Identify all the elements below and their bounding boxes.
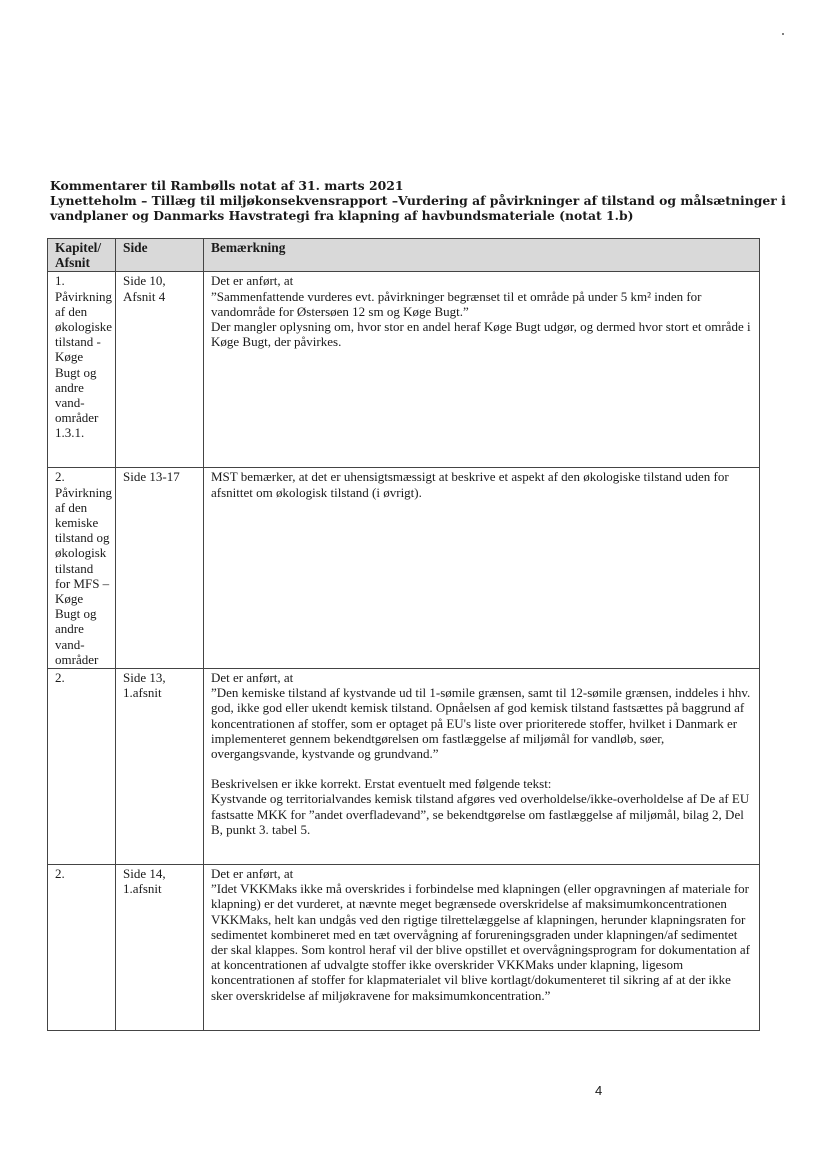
page-number: 4	[595, 1083, 603, 1098]
row-side: Side 13-17	[116, 468, 204, 669]
remark-quote: ”Sammenfattende vurderes evt. påvirkninger begrænset til et område på under 5 km² inden for vandområde for Østersøen 12 sm og Køge Bugt.”	[211, 288, 702, 319]
header-chapter: Kapitel/ Afsnit	[48, 239, 116, 272]
row-chapter: 2.	[48, 669, 116, 865]
remark-quote: ”Den kemiske tilstand af kystvande ud til 1-sømile grænsen, samt til 12-sømile grænsen, inddeles i hhv. god, ikke god eller ukendt kemisk tilstand. Opnåelsen af god kemisk tilstand fastsættes på baggrund af koncentrationen af stoffer, som er optaget på EU's liste over prioriterede stoffer, hvilket i Danmark er implementeret gennem bekendtgørelsen om fastlæggelse af miljømål for vandløb, søer, overgangsvande, kystvande og grundvand.”	[211, 685, 751, 762]
remark-paragraph: MST bemærker, at det er uhensigtsmæssigt at beskrive et aspekt af den økologiske tilstand uden for afsnittet om økologisk tilstand (i øvrigt).	[211, 469, 729, 500]
row-side: Side 14, 1.afsnit	[116, 865, 204, 1031]
row-remark	[204, 272, 760, 468]
row-chapter: 2.	[48, 865, 116, 1031]
title-line-2: Lynetteholm – Tillæg til miljøkonsekvensrapport –Vurdering af påvirkninger af tilstand og målsætninger i vandplaner og Danmarks Havstrategi fra klapning af havbundsmateriale (notat 1.b)	[50, 193, 786, 223]
remark-paragraph: Der mangler oplysning om, hvor stor en andel heraf Køge Bugt udgør, og dermed hvor stort et område i Køge Bugt, der påvirkes.	[211, 319, 751, 350]
remark-paragraph: Det er anført, at	[211, 273, 294, 289]
row-remark	[204, 865, 760, 1031]
remark-proposed-text: Kystvande og territorialvandes kemisk tilstand afgøres ved overholdelse/ikke-overholdelse af De af EU fastsatte MKK for ”andet overfladevand”, se bekendtgørelse om fastlæggelse af miljømål, bilag 2, Del B, punkt 3. tabel 5.	[211, 791, 750, 837]
row-remark	[204, 468, 760, 669]
title-line-1: Kommentarer til Rambølls notat af 31. marts 2021	[50, 178, 404, 193]
row-remark	[204, 669, 760, 865]
remark-paragraph: Det er anført, at	[211, 866, 294, 882]
table-row	[48, 468, 760, 669]
row-side: Side 10, Afsnit 4	[116, 272, 204, 468]
remark-paragraph: Det er anført, at	[211, 670, 294, 686]
table-header-row	[48, 239, 760, 272]
table-row	[48, 669, 760, 865]
remark-paragraph: Beskrivelsen er ikke korrekt. Erstat eventuelt med følgende tekst:	[211, 776, 552, 792]
header-side: Side	[116, 239, 204, 272]
table-row	[48, 865, 760, 1031]
header-remark: Bemærkning	[204, 239, 760, 272]
scan-speck	[782, 33, 784, 35]
row-chapter: 2. Påvirkning af den kemiske tilstand og økologisk tilstand for MFS – Køge Bugt og andre vand-områder	[48, 468, 116, 669]
comments-table	[47, 238, 760, 1031]
row-chapter: 1. Påvirkning af den økologiske tilstand - Køge Bugt og andre vand-områder 1.3.1.	[48, 272, 116, 468]
document-title	[50, 178, 790, 223]
paragraph-gap	[211, 761, 754, 776]
remark-quote: ”Idet VKKMaks ikke må overskrides i forbindelse med klapningen (eller opgravningen af materiale for klapning) er det vurderet, at nævnte meget begrænsede overskridelse af maksimumkoncentrationen VKKMaks, helt kan undgås ved den rigtige tilrettelæggelse af klapningen, herunder klapningsraten for sedimentet kombineret med en tæt overvågning af forureningsgraden under klapningen/af sedimentet der skal klappes. Som kontrol heraf vil der blive opstillet et overvågningsprogram for dokumentation af at koncentrationen af udvalgte stoffer ikke overskrider VKKMaks under klapning, ligesom koncentrationen af stoffer for klapmaterialet vil blive kortlagt/dokumenteret til sikring af at der ikke sker overskridelse af miljøkravene for maksimumkoncentration.”	[211, 881, 751, 1003]
table-row	[48, 272, 760, 468]
row-side: Side 13, 1.afsnit	[116, 669, 204, 865]
